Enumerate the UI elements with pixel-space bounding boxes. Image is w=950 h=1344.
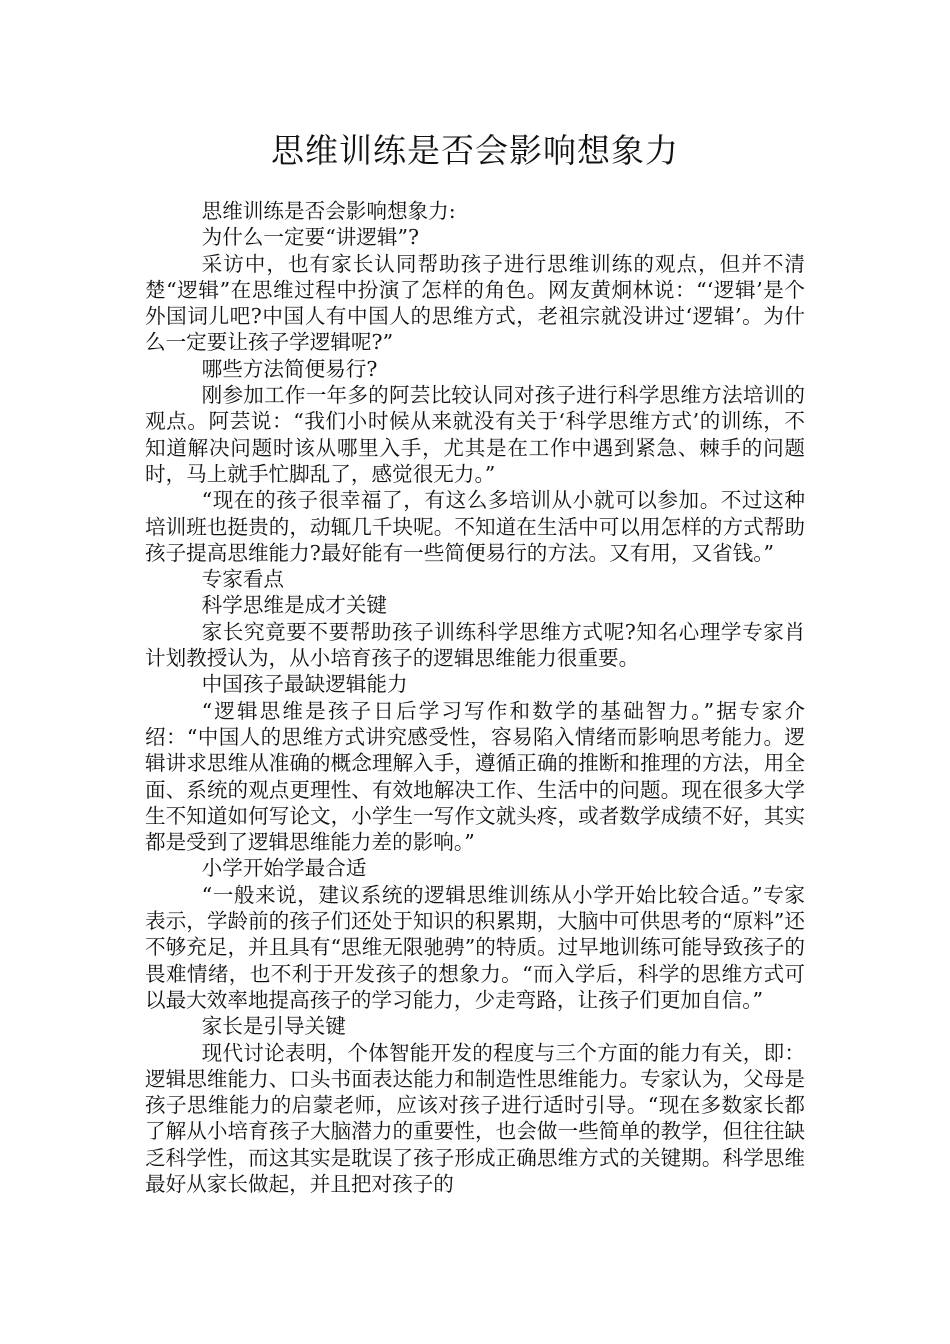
subheading-easy-methods: 哪些方法简便易行? bbox=[201, 356, 378, 381]
subheading-scientific-thinking: 科学思维是成才关键 bbox=[201, 593, 387, 618]
document-title: 思维训练是否会影响想象力 bbox=[271, 131, 679, 170]
paragraph: “一般来说，建议系统的逻辑思维训练从小学开始比较合适。”专家表示，学龄前的孩子们还处于知识的积累期，大脑中可供思考的“原料”还不够充足，并且具有“思维无限驰骋”的特质。过早地训练可能导致孩子的畏难情绪，也不利于开发孩子的想象力。“而入学后，科学的思维方式可以最大效率地提高孩子的学习能力，少走弯路，让孩子们更加自信。” bbox=[145, 882, 805, 1012]
paragraph: 家长究竟要不要帮助孩子训练科学思维方式呢?知名心理学专家肖计划教授认为，从小培育孩子的逻辑思维能力很重要。 bbox=[145, 619, 805, 671]
subheading-logic-ability: 中国孩子最缺逻辑能力 bbox=[201, 672, 408, 697]
subheading-expert-view: 专家看点 bbox=[201, 567, 285, 592]
subheading-parents-guidance: 家长是引导关键 bbox=[201, 1014, 346, 1039]
subheading-why-logic: 为什么一定要“讲逻辑”? bbox=[201, 225, 420, 250]
subheading-primary-school: 小学开始学最合适 bbox=[201, 856, 367, 881]
paragraph: “现在的孩子很幸福了，有这么多培训从小就可以参加。不过这种培训班也挺贵的，动辄几千块呢。不知道在生活中可以用怎样的方式帮助孩子提高思维能力?最好能有一些简便易行的方法。又有用，又省钱。” bbox=[145, 488, 805, 565]
paragraph: “逻辑思维是孩子日后学习写作和数学的基础智力。”据专家介绍：“中国人的思维方式讲究感受性，容易陷入情绪而影响思考能力。逻辑讲求思维从准确的概念理解入手，遵循正确的推断和推理的方法，用全面、系统的观点更理性、有效地解决工作、生活中的问题。现在很多大学生不知道如何写论文，小学生一写作文就头疼，或者数学成绩不好，其实都是受到了逻辑思维能力差的影响。” bbox=[145, 698, 805, 855]
paragraph-intro: 思维训练是否会影响想象力: bbox=[201, 199, 456, 223]
paragraph: 采访中，也有家长认同帮助孩子进行思维训练的观点，但并不清楚“逻辑”在思维过程中扮演了怎样的角色。网友黄炯林说：“‘逻辑’是个外国词儿吧?中国人有中国人的思维方式，老祖宗就没讲过‘逻辑’。为什么一定要让孩子学逻辑呢?” bbox=[145, 251, 805, 355]
document-body bbox=[145, 198, 805, 1197]
paragraph: 现代讨论表明，个体智能开发的程度与三个方面的能力有关，即：逻辑思维能力、口头书面表达能力和制造性思维能力。专家认为，父母是孩子思维能力的启蒙老师，应该对孩子进行适时引导。“现在多数家长都了解从小培育孩子大脑潜力的重要性，也会做一些简单的教学，但往往缺乏科学性，而这其实是耽误了孩子形成正确思维方式的关键期。科学思维最好从家长做起，并且把对孩子的 bbox=[145, 1040, 805, 1196]
paragraph: 刚参加工作一年多的阿芸比较认同对孩子进行科学思维方法培训的观点。阿芸说：“我们小时候从来就没有关于‘科学思维方式’的训练，不知道解决问题时该从哪里入手，尤其是在工作中遇到紧急、棘手的问题时，马上就手忙脚乱了，感觉很无力。” bbox=[145, 383, 805, 486]
